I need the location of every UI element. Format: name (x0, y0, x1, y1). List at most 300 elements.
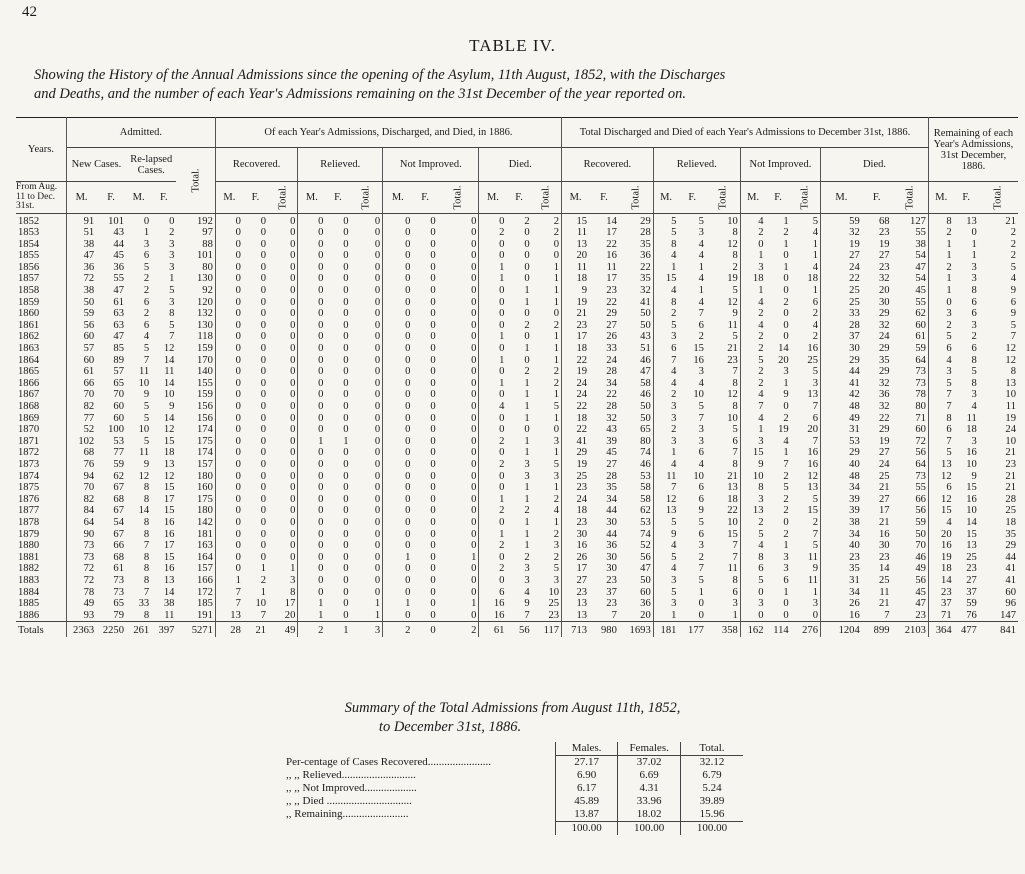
table-cell: 2 (143, 308, 150, 320)
table-cell: 0 (405, 250, 411, 262)
table-cell: 10 (1005, 389, 1016, 401)
table-cell: 22 (576, 401, 588, 412)
table-cell: 5 (671, 227, 677, 239)
table-cell: 7 (143, 586, 150, 598)
table-row (16, 587, 1018, 599)
table-cell: 23 (576, 516, 588, 528)
not-improved-total-header: Not Improved. (740, 148, 820, 182)
table-cell: 0 (260, 482, 267, 494)
table-cell: 72 (83, 563, 95, 575)
table-row (16, 540, 1018, 552)
table-cell: 92 (176, 285, 215, 297)
table-cell: 23 (532, 610, 562, 622)
table-cell: 2 (671, 308, 677, 320)
table-cell: 4 (758, 389, 764, 401)
table-cell: 7 (235, 586, 241, 598)
table-cell: 0 (318, 412, 324, 424)
table-cell: 17 (606, 273, 617, 285)
table-cell: 50 (619, 401, 653, 413)
table-cell: 0 (430, 285, 436, 297)
table-cell: 8 (143, 551, 150, 563)
table-cell: 4 (524, 586, 530, 598)
table-cell: 0 (260, 285, 267, 297)
table-cell: 41 (1005, 574, 1016, 586)
table-cell: 25 (878, 470, 890, 482)
year-cell: 1886 (16, 610, 66, 622)
summary-males-header: Males. (555, 742, 618, 756)
table-cell: 1 (946, 238, 952, 250)
table-cell: 59 (849, 215, 860, 227)
table-cell: 8 (671, 238, 677, 250)
table-cell: 1 (524, 296, 530, 308)
table-cell: 0 (169, 215, 175, 227)
table-cell: 174 (176, 447, 215, 459)
table-cell: 12 (941, 493, 952, 505)
table-cell: 0 (783, 308, 789, 320)
table-cell: 0 (438, 213, 479, 227)
table-cell: 11 (576, 261, 588, 273)
table-cell: 0 (430, 331, 436, 343)
from-date-note: From Aug. 11 to Dec. 31st. (16, 182, 66, 214)
table-cell: 0 (438, 529, 479, 541)
table-cell: 0 (268, 517, 298, 529)
table-row (16, 494, 1018, 506)
table-cell: 16 (163, 516, 175, 528)
year-cell: 1882 (16, 563, 66, 575)
table-cell: 31 (849, 424, 860, 436)
table-cell: 3 (758, 598, 764, 610)
table-cell: 19 (576, 458, 588, 470)
table-cell: 61 (113, 296, 125, 308)
table-cell: 2 (758, 343, 764, 355)
table-cell: 0 (499, 319, 505, 331)
table-cell: 48 (849, 470, 860, 482)
table-cell: 0 (351, 389, 383, 401)
table-cell: 0 (405, 354, 411, 366)
table-cell: 90 (83, 528, 95, 540)
table-cell: 0 (438, 250, 479, 262)
table-cell: 1 (499, 354, 505, 366)
table-cell: 3 (698, 424, 704, 436)
table-cell: 5 (946, 377, 952, 389)
table-cell: 0 (235, 227, 241, 239)
table-cell: 89 (113, 354, 125, 366)
table-cell: 156 (176, 413, 215, 425)
table-cell: 25 (532, 598, 562, 610)
table-cell: 2 (532, 227, 562, 239)
year-cell: 1879 (16, 529, 66, 541)
table-cell: 2 (946, 227, 952, 239)
table-cell: 1 (524, 516, 530, 528)
table-cell: 0 (343, 401, 349, 412)
table-cell: 17 (878, 505, 890, 517)
table-cell: 20 (941, 528, 952, 540)
table-cell: 22 (706, 505, 740, 517)
table-cell: 13 (791, 482, 821, 494)
table-cell: 28 (606, 366, 617, 378)
not-improved-1886-total-header: Total. (438, 182, 479, 214)
table-cell: 0 (235, 470, 241, 482)
year-cell: 1859 (16, 297, 66, 309)
table-cell: 1 (499, 261, 505, 273)
table-cell: 42 (849, 389, 860, 401)
table-cell: 36 (619, 250, 653, 262)
table-cell: 32 (849, 227, 860, 239)
table-cell: 0 (524, 424, 530, 436)
table-cell: 0 (235, 308, 241, 320)
table-cell: 2 (698, 551, 704, 563)
table-cell: 76 (83, 458, 95, 470)
table-cell: 82 (83, 493, 95, 505)
table-cell: 5 (671, 516, 677, 528)
table-row (16, 331, 1018, 343)
table-cell: 8 (758, 551, 764, 563)
table-cell: 4 (946, 354, 952, 366)
table-row (16, 424, 1018, 436)
table-cell: 53 (113, 435, 125, 447)
table-cell: 27 (878, 250, 890, 262)
table-cell: 17 (163, 493, 175, 505)
table-cell: 57 (113, 366, 125, 378)
table-cell: 73 (113, 586, 125, 598)
table-cell: 1 (971, 250, 977, 262)
table-cell: 0 (235, 250, 241, 262)
table-cell: 164 (176, 552, 215, 564)
table-cell: 13 (1005, 377, 1016, 389)
table-cell: 8 (706, 378, 740, 390)
table-cell: 13 (230, 609, 241, 621)
table-cell: 191 (176, 610, 215, 622)
table-cell: 4 (698, 273, 704, 285)
table-cell: 23 (1005, 458, 1016, 470)
table-cell: 28 (606, 401, 617, 412)
table-row (16, 227, 1018, 239)
table-cell: 41 (849, 377, 860, 389)
table-cell: 0 (343, 261, 349, 273)
year-cell: 1872 (16, 447, 66, 459)
table-cell: 192 (176, 213, 215, 227)
table-cell: 47 (83, 250, 95, 262)
table-cell: 3 (698, 540, 704, 552)
table-cell: 2 (758, 331, 764, 343)
summary-row (283, 795, 743, 808)
table-cell: 0 (235, 435, 241, 447)
table-cell: 25 (849, 285, 860, 297)
table-cell: 0 (783, 401, 789, 412)
table-cell: 16 (576, 540, 588, 552)
table-cell: 56 (892, 447, 929, 459)
table-cell: 0 (405, 458, 411, 470)
table-cell: 0 (499, 516, 505, 528)
table-cell: 14 (163, 377, 175, 389)
table-cell: 68 (878, 215, 890, 227)
table-cell: 0 (758, 586, 764, 598)
table-cell: 9 (971, 470, 977, 482)
table-cell: 5 (791, 540, 821, 552)
table-cell: 8 (143, 528, 150, 540)
table-cell: 3 (143, 238, 150, 250)
table-cell: 28 (619, 227, 653, 239)
table-cell: 10 (138, 377, 150, 389)
table-cell: 1 (758, 285, 764, 297)
table-cell: 2 (791, 331, 821, 343)
table-cell: 56 (892, 505, 929, 517)
table-cell: 162 (740, 622, 765, 637)
table-cell: 6 (706, 436, 740, 448)
table-cell: 0 (783, 285, 789, 297)
table-cell: 0 (438, 471, 479, 483)
table-cell: 0 (412, 622, 437, 637)
table-cell: 0 (351, 308, 383, 320)
table-cell: 34 (606, 377, 617, 389)
table-cell: 2 (671, 389, 677, 401)
table-cell: 63 (113, 319, 125, 331)
table-cell: 1 (671, 609, 677, 621)
table-cell: 6 (946, 482, 952, 494)
table-cell: 20 (619, 610, 653, 622)
table-cell: 1 (783, 238, 789, 250)
table-cell: 1 (351, 610, 383, 622)
table-cell: 1 (532, 413, 562, 425)
table-cell: 0 (430, 308, 436, 320)
table-cell: 17 (163, 540, 175, 552)
table-cell: 2 (532, 529, 562, 541)
table-cell: 21 (1005, 470, 1016, 482)
table-row (16, 213, 1018, 227)
table-cell: 56 (506, 622, 531, 637)
table-cell: 2 (1010, 238, 1016, 250)
table-cell: 16 (693, 354, 704, 366)
table-cell: 0 (268, 331, 298, 343)
table-cell: 1 (260, 563, 267, 575)
table-cell: 0 (438, 401, 479, 413)
table-cell: 0 (260, 215, 267, 227)
table-cell: 34 (849, 482, 860, 494)
table-cell: 3 (532, 540, 562, 552)
table-cell: 0 (318, 354, 324, 366)
table-cell: 10 (706, 413, 740, 425)
table-cell: 0 (430, 215, 436, 227)
table-cell: 14 (163, 586, 175, 598)
table-cell: 4 (698, 250, 704, 262)
table-cell: 899 (862, 622, 892, 637)
table-cell: 0 (524, 354, 530, 366)
table-cell: 0 (351, 273, 383, 285)
table-cell: 0 (260, 261, 267, 273)
table-cell: 0 (235, 354, 241, 366)
table-cell: 2 (532, 320, 562, 332)
table-cell: 35 (1005, 528, 1016, 540)
table-cell: 0 (351, 401, 383, 413)
table-cell: 2 (532, 366, 562, 378)
table-cell: 0 (405, 227, 411, 239)
table-cell: 0 (268, 482, 298, 494)
table-cell: 49 (83, 598, 95, 610)
table-cell: 7 (758, 401, 764, 412)
table-cell: 180 (176, 505, 215, 517)
table-cell: 1 (758, 424, 764, 436)
table-cell: 84 (83, 505, 95, 517)
table-cell: 0 (430, 389, 436, 401)
table-cell: 2 (438, 622, 479, 637)
table-cell: 25 (576, 470, 588, 482)
table-cell: 79 (113, 609, 125, 621)
table-cell: 0 (351, 563, 383, 575)
table-cell: 1 (946, 273, 952, 285)
table-cell: 15 (665, 273, 677, 285)
table-cell: 23 (966, 563, 977, 575)
table-cell: 5 (671, 215, 677, 227)
table-cell: 61 (892, 331, 929, 343)
table-cell: 21 (243, 622, 268, 637)
table-cell: 0 (318, 319, 324, 331)
table-cell: 0 (260, 331, 267, 343)
table-cell: 8 (143, 482, 150, 494)
table-cell: 64 (83, 516, 95, 528)
table-cell: 0 (351, 355, 383, 367)
year-cell: 1875 (16, 482, 66, 494)
relapsed-cases-header: Re-lapsed Cases. (126, 148, 176, 182)
table-cell: 80 (176, 262, 215, 274)
table-cell: 17 (606, 227, 617, 239)
table-cell: 1 (260, 586, 267, 598)
table-cell: 0 (268, 285, 298, 297)
table-cell: 5 (169, 319, 175, 331)
table-cell: 6 (698, 482, 704, 494)
summary-value: 37.02 (618, 756, 681, 770)
table-cell: 0 (318, 250, 324, 262)
table-cell: 0 (343, 377, 349, 389)
table-cell: 13 (665, 505, 677, 517)
year-cell: 1871 (16, 436, 66, 448)
table-cell: 0 (430, 540, 436, 552)
table-cell: 0 (343, 412, 349, 424)
table-cell: 3 (971, 273, 977, 285)
table-cell: 9 (524, 598, 530, 610)
table-cell: 5 (532, 563, 562, 575)
table-cell: 0 (343, 516, 349, 528)
table-cell: 180 (176, 471, 215, 483)
table-cell: 55 (892, 482, 929, 494)
table-cell: 713 (562, 622, 590, 637)
table-cell: 8 (971, 285, 977, 297)
table-cell: 7 (791, 401, 821, 413)
recovered-1886-total-header: Total. (268, 182, 298, 214)
table-cell: 61 (479, 622, 507, 637)
summary-value: 45.89 (555, 795, 618, 808)
table-cell: 5 (783, 482, 789, 494)
table-cell: 8 (706, 401, 740, 413)
table-cell: 160 (176, 482, 215, 494)
table-cell: 55 (113, 273, 125, 285)
table-cell: 0 (260, 377, 267, 389)
table-cell: 0 (260, 250, 267, 262)
table-cell: 55 (892, 227, 929, 239)
summary-value: 27.17 (555, 756, 618, 770)
table-cell: 4 (698, 458, 704, 470)
table-cell: 12 (163, 343, 175, 355)
table-cell: 2 (143, 285, 150, 297)
table-cell: 3 (169, 250, 175, 262)
table-cell: 1 (532, 389, 562, 401)
table-cell: 0 (698, 598, 704, 610)
table-cell: 17 (576, 563, 588, 575)
table-cell: 0 (532, 239, 562, 251)
table-cell: 0 (143, 215, 150, 227)
summary-row (283, 769, 743, 782)
table-cell: 2 (758, 227, 764, 239)
table-cell: 0 (430, 343, 436, 355)
table-cell: 0 (499, 250, 505, 262)
table-cell: 15 (163, 551, 175, 563)
table-cell: 1 (783, 261, 789, 273)
table-cell: 38 (849, 516, 860, 528)
table-cell: 3 (671, 574, 677, 586)
table-cell: 0 (318, 227, 324, 239)
table-cell: 37 (849, 331, 860, 343)
not-improved-total-f-header: F. (766, 182, 791, 214)
summary-value: 15.96 (680, 808, 743, 822)
table-cell: 3 (706, 598, 740, 610)
table-cell: 36 (619, 598, 653, 610)
table-cell: 0 (260, 389, 267, 401)
table-cell: 0 (438, 273, 479, 285)
table-cell: 49 (892, 563, 929, 575)
summary-value: 6.90 (555, 769, 618, 782)
table-cell: 9 (581, 285, 588, 297)
table-cell: 8 (143, 563, 150, 575)
table-cell: 0 (438, 459, 479, 471)
table-cell: 18 (791, 273, 821, 285)
table-cell: 5 (758, 528, 764, 540)
table-cell: 7 (791, 436, 821, 448)
table-cell: 15 (163, 435, 175, 447)
table-cell: 0 (235, 528, 241, 540)
table-cell: 0 (405, 261, 411, 273)
table-cell: 36 (83, 261, 95, 273)
summary-label: ,, ,, Not Improved................... (286, 782, 417, 794)
table-cell: 155 (176, 378, 215, 390)
table-cell: 0 (698, 609, 704, 621)
table-cell: 0 (318, 273, 324, 285)
table-cell: 23 (606, 285, 617, 297)
table-cell: 41 (1005, 563, 1016, 575)
table-cell: 0 (430, 401, 436, 412)
table-cell: 21 (1005, 215, 1016, 227)
table-cell: 0 (351, 320, 383, 332)
table-cell: 35 (619, 239, 653, 251)
table-cell: 23 (878, 551, 890, 563)
table-cell: 0 (351, 297, 383, 309)
table-cell: 10 (966, 458, 977, 470)
table-cell: 11 (706, 320, 740, 332)
table-cell: 6 (791, 413, 821, 425)
table-cell: 2 (698, 331, 704, 343)
table-cell: 34 (849, 586, 860, 598)
table-cell: 12 (941, 470, 952, 482)
table-cell: 0 (268, 424, 298, 436)
table-cell: 0 (405, 424, 411, 436)
table-cell: 36 (113, 261, 125, 273)
table-cell: 0 (235, 296, 241, 308)
table-cell: 0 (499, 238, 505, 250)
table-cell: 10 (706, 213, 740, 227)
table-cell: 9 (783, 389, 789, 401)
table-cell: 72 (892, 436, 929, 448)
table-cell: 5 (1010, 261, 1016, 273)
table-cell: 13 (791, 389, 821, 401)
table-cell: 0 (438, 494, 479, 506)
